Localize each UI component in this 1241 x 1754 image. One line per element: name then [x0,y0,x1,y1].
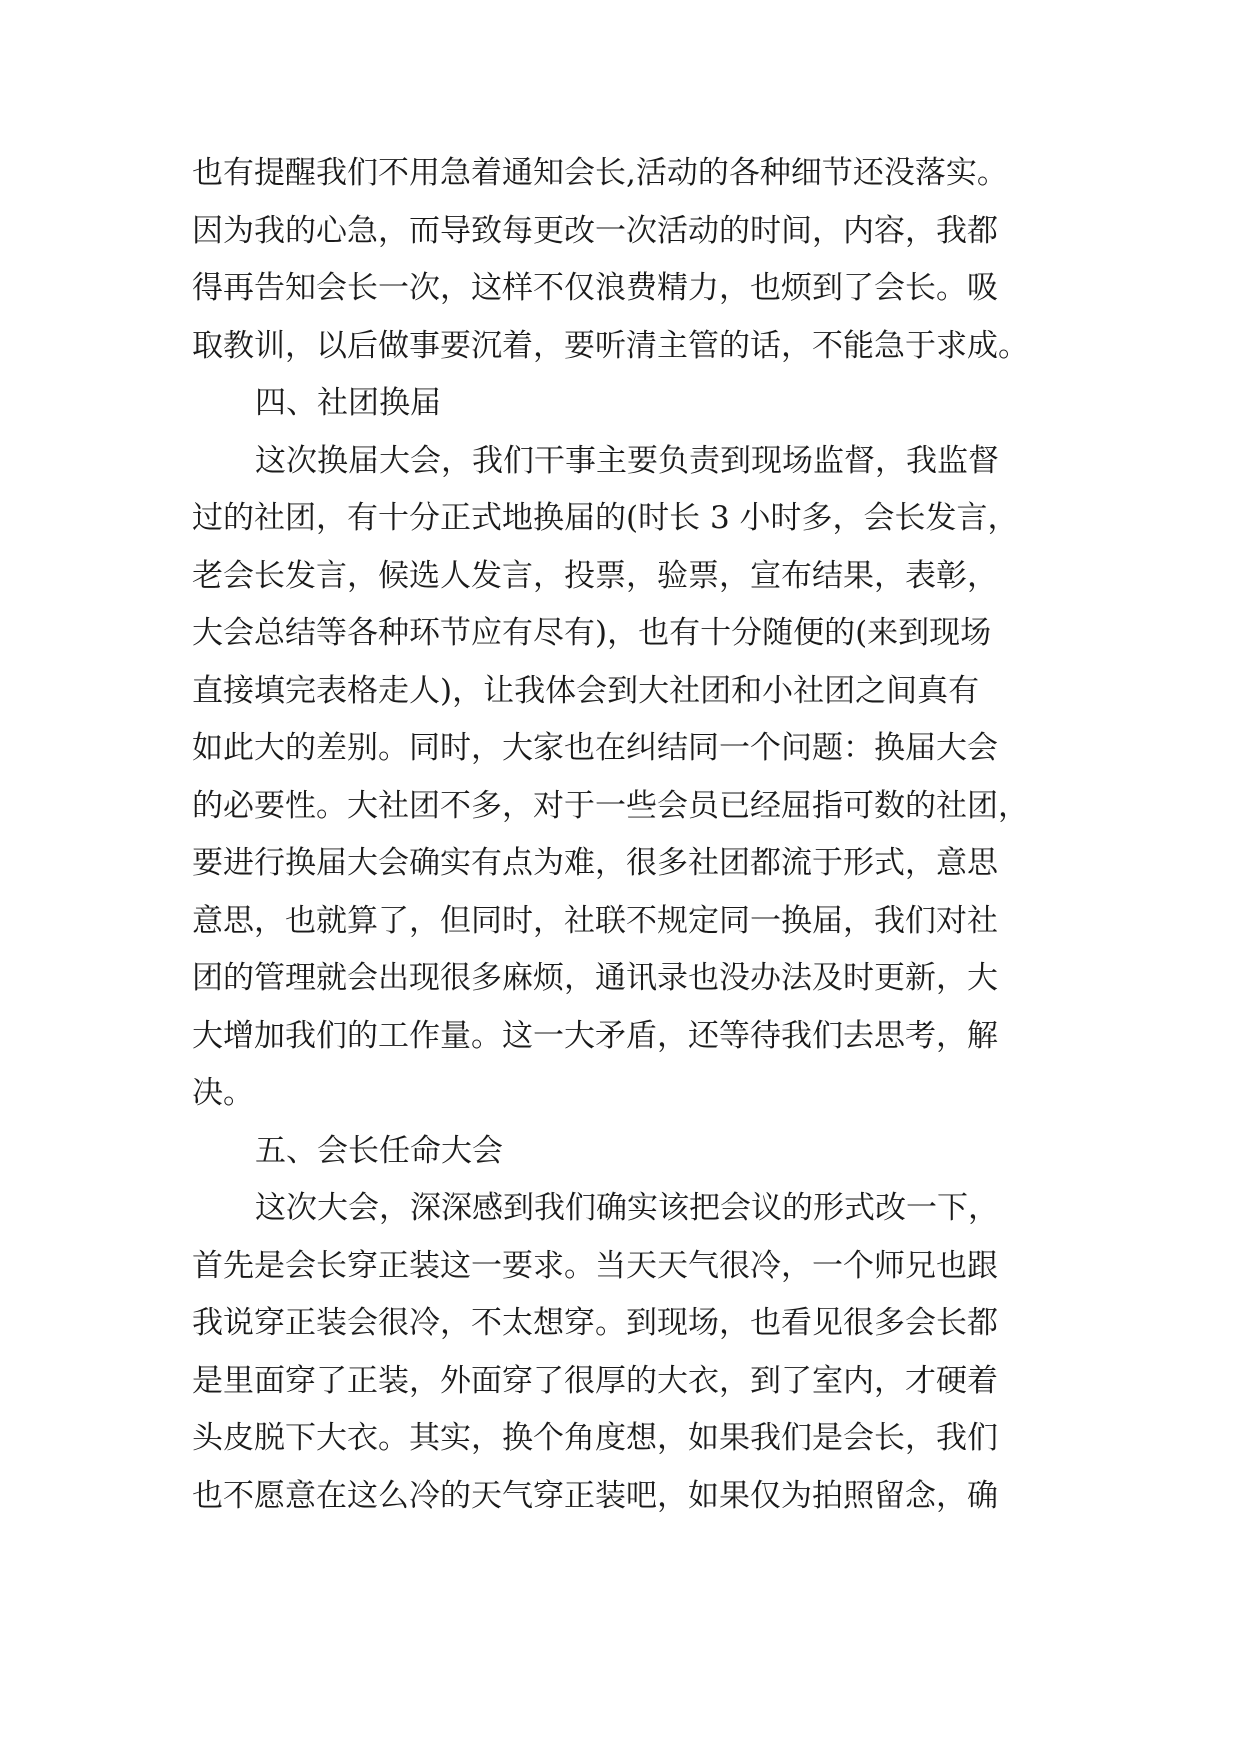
paragraph-line: 大会总结等各种环节应有尽有)，也有十分随便的(来到现场 [192,615,992,651]
paragraph-line: 决。 [192,1075,254,1111]
paragraph-line: 首先是会长穿正装这一要求。当天天气很冷，一个师兄也跟 [192,1248,998,1284]
section-heading: 五、会长任命大会 [255,1133,503,1169]
paragraph-line: 过的社团，有十分正式地换届的(时长 3 小时多，会长发言， [192,500,1019,536]
paragraph-line: 也不愿意在这么冷的天气穿正装吧，如果仅为拍照留念，确 [192,1478,998,1514]
paragraph-line: 直接填完表格走人)，让我体会到大社团和小社团之间真有 [192,673,980,709]
paragraph-line: 这次大会，深深感到我们确实该把会议的形式改一下， [255,1190,999,1226]
paragraph-line: 得再告知会长一次，这样不仅浪费精力，也烦到了会长。吸 [192,270,998,306]
paragraph-line: 也有提醒我们不用急着通知会长,活动的各种细节还没落实。 [192,155,1008,191]
paragraph-line: 头皮脱下大衣。其实，换个角度想，如果我们是会长，我们 [192,1420,998,1456]
paragraph-line: 我说穿正装会很冷，不太想穿。到现场，也看见很多会长都 [192,1305,998,1341]
paragraph-line: 如此大的差别。同时，大家也在纠结同一个问题：换届大会 [192,730,998,766]
section-heading: 四、社团换届 [255,385,441,421]
paragraph-line: 因为我的心急，而导致每更改一次活动的时间，内容，我都 [192,213,998,249]
paragraph-line: 这次换届大会，我们干事主要负责到现场监督，我监督 [255,443,999,479]
paragraph-line: 团的管理就会出现很多麻烦，通讯录也没办法及时更新，大 [192,960,998,996]
paragraph-line: 要进行换届大会确实有点为难，很多社团都流于形式，意思 [192,845,998,881]
paragraph-line: 老会长发言，候选人发言，投票，验票，宣布结果，表彰， [192,558,998,594]
paragraph-line: 意思，也就算了，但同时，社联不规定同一换届，我们对社 [192,903,998,939]
paragraph-line: 大增加我们的工作量。这一大矛盾，还等待我们去思考，解 [192,1018,998,1054]
paragraph-line: 取教训，以后做事要沉着，要听清主管的话，不能急于求成。 [192,328,1029,364]
paragraph-line: 的必要性。大社团不多，对于一些会员已经屈指可数的社团， [192,788,1029,824]
paragraph-line: 是里面穿了正装，外面穿了很厚的大衣，到了室内，才硬着 [192,1363,998,1399]
